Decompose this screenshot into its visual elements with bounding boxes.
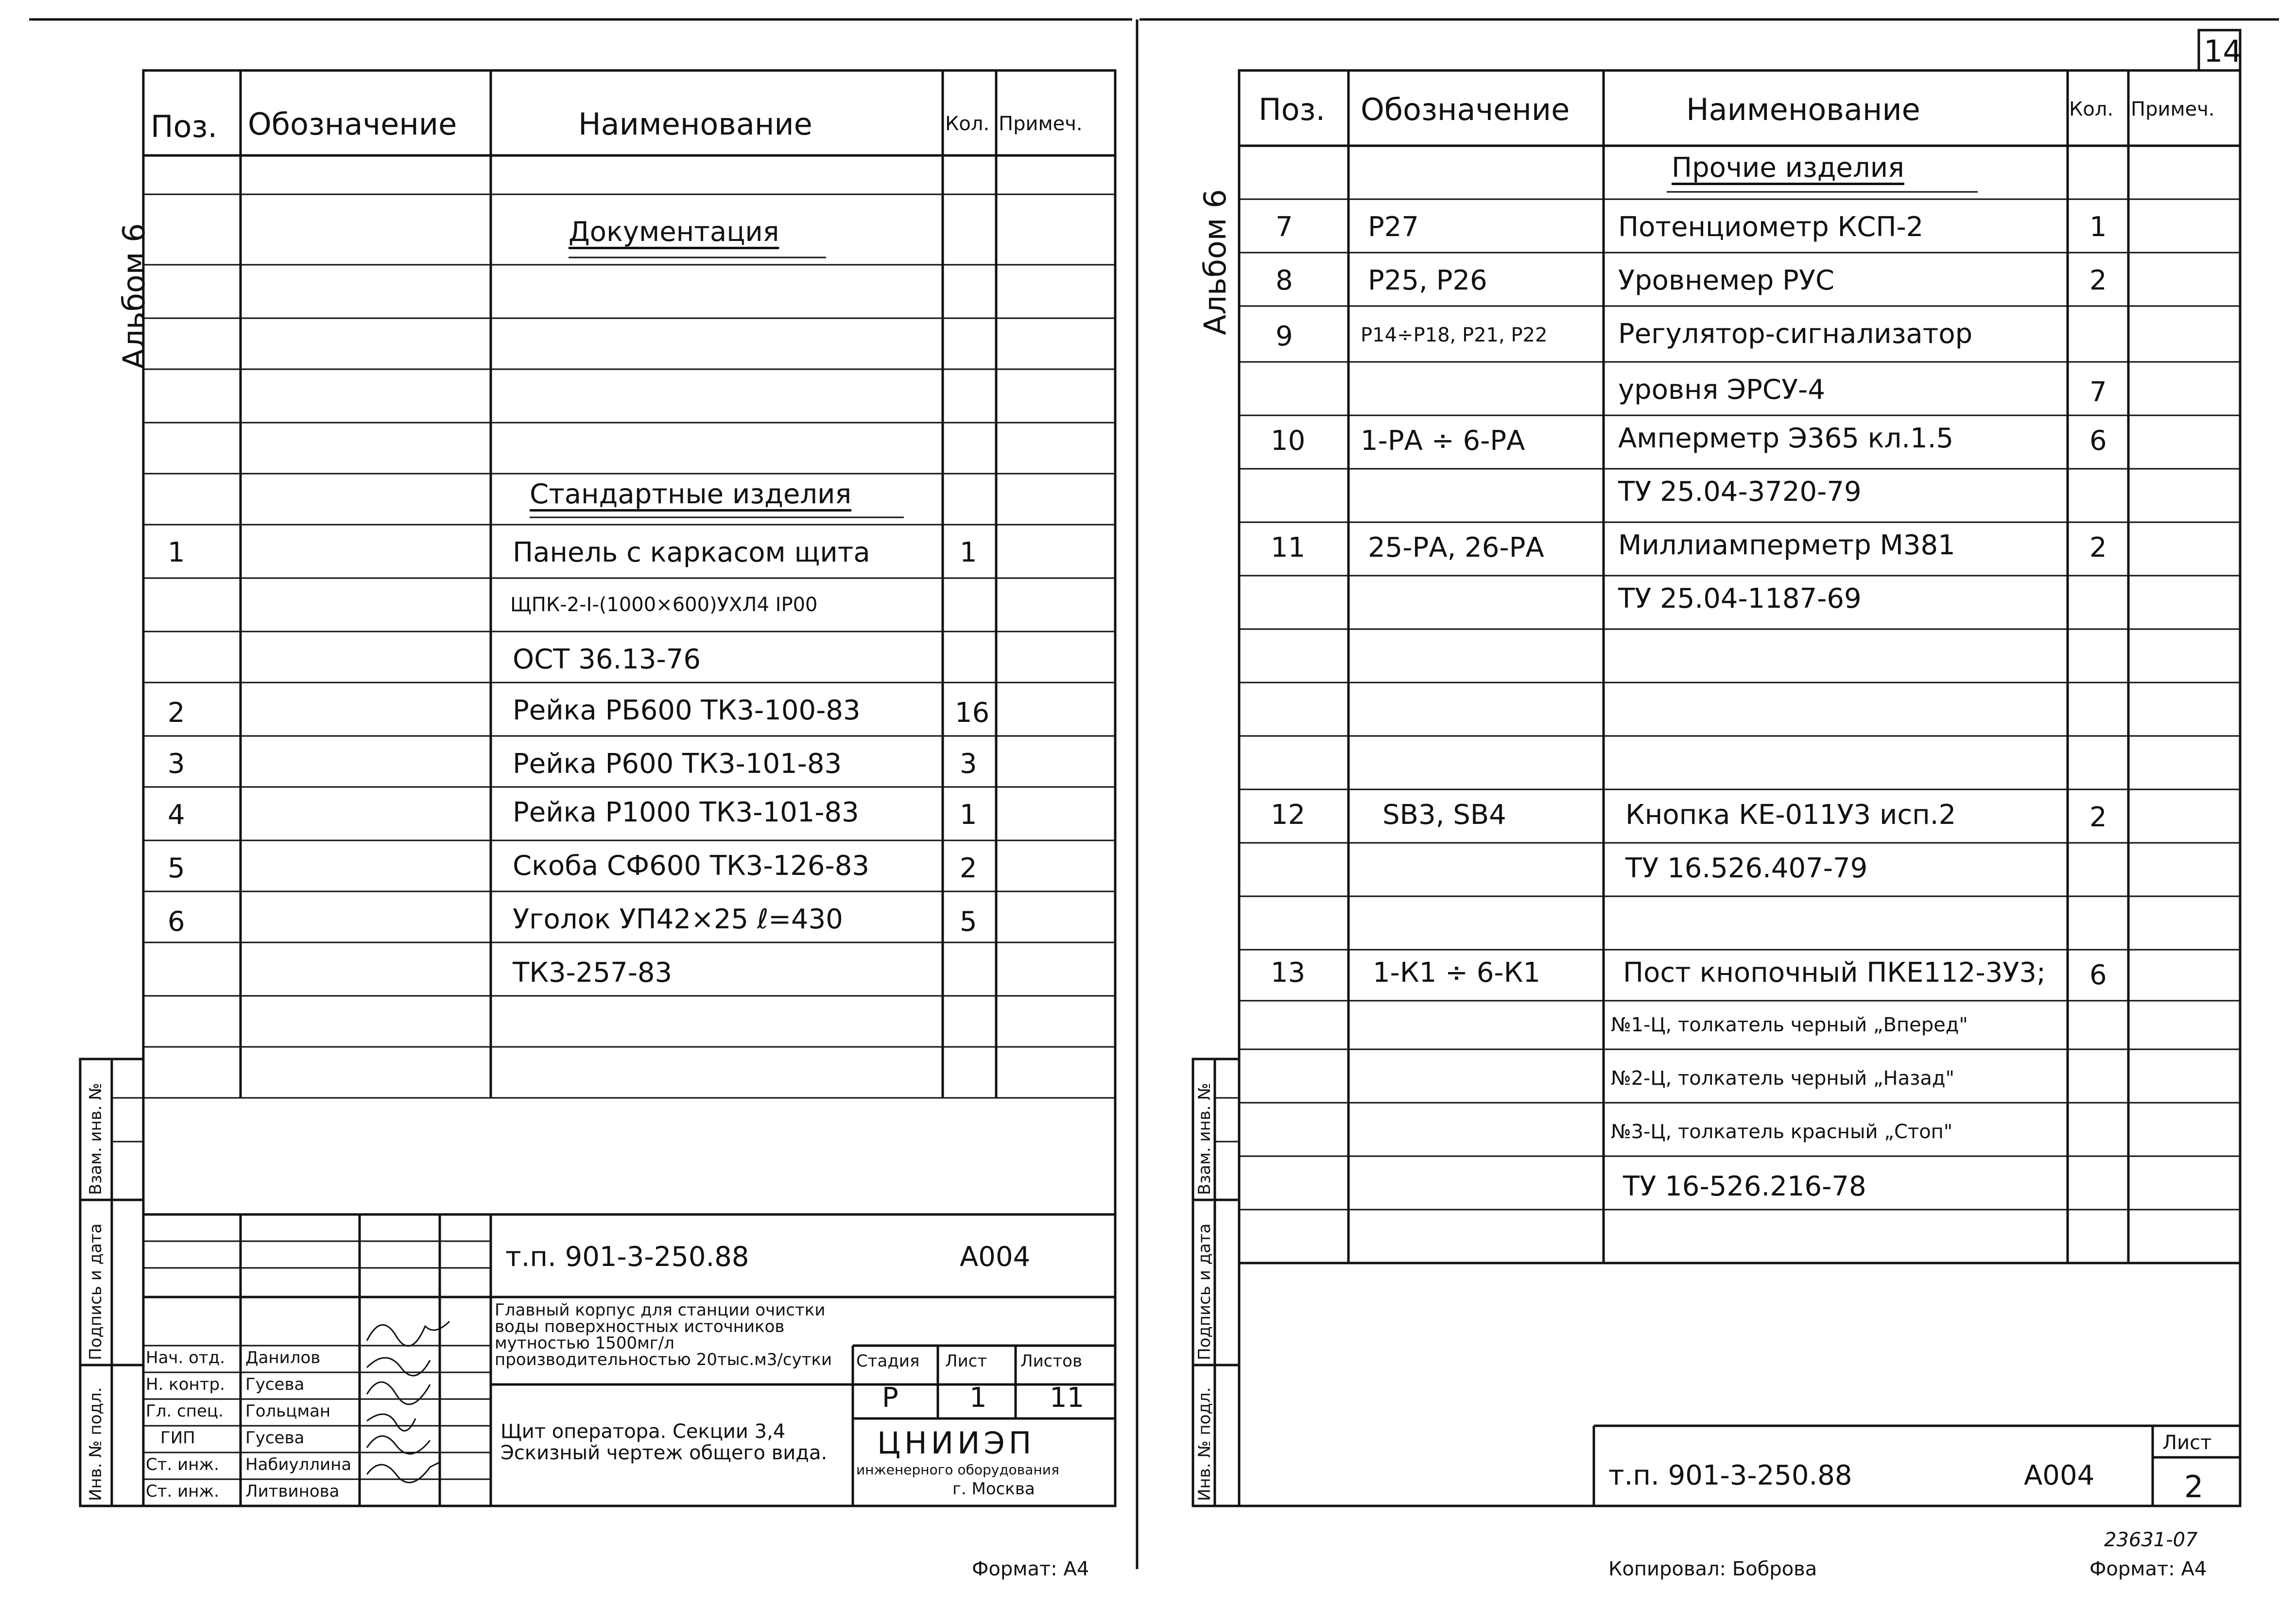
right-row-designation: 1-К1 ÷ 6-К1 [1373,957,1540,989]
right-side-stamp-replacement: Взам. инв. № [1195,1083,1214,1195]
signer-name: Данилов [245,1348,321,1367]
right-format-label: Формат: А4 [2089,1558,2207,1580]
right-row-qty: 2 [2089,265,2107,296]
left-org-subtitle: инженерного оборудования [856,1462,1059,1478]
right-row-qty: 6 [2089,425,2107,457]
archive-number: 23631-07 [2104,1529,2198,1551]
left-row-qty: 3 [960,748,977,780]
signer-role: Гл. спец. [146,1401,224,1421]
right-side-stamp-inventory: Инв. № подл. [1195,1387,1214,1501]
right-sheet-label: Лист [2162,1432,2212,1454]
left-header-qty: Кол. [945,113,990,135]
signer-name: Гусева [245,1375,305,1394]
right-doc-code: т.п. 901-3-250.88 [1608,1460,1852,1491]
left-row-pos: 6 [168,906,185,938]
signer-role: Ст. инж. [146,1455,219,1474]
left-section-documentation: Документация [569,216,779,248]
left-album-label: Альбом 6 [116,223,152,369]
right-row-name: ТУ 25.04-3720-79 [1618,476,1862,508]
right-row-name: Потенциометр КСП-2 [1618,211,1924,243]
left-row-pos: 4 [168,799,185,831]
signer-role: Н. контр. [146,1375,225,1394]
left-header-note: Примеч. [999,113,1083,135]
right-row-qty: 2 [2089,532,2107,564]
right-row-designation: 1-РА ÷ 6-РА [1361,425,1525,457]
left-row-pos: 5 [168,853,185,884]
right-row-name: Уровнемер РУС [1618,265,1835,296]
right-row-name: Кнопка КЕ-011У3 исп.2 [1625,799,1956,831]
right-header-name: Наименование [1686,92,1920,127]
left-header-pos: Поз. [151,109,218,144]
copied-by: Копировал: Боброва [1608,1558,1817,1580]
left-row-qty: 2 [960,853,977,884]
right-row-qty: 1 [2089,211,2107,243]
left-row-qty: 1 [960,537,977,568]
signer-role: Ст. инж. [146,1482,219,1501]
left-row-name: ЩПК-2-I-(1000×600)УХЛ4 IP00 [510,594,818,616]
right-row-name: №2-Ц, толкатель черный „Назад" [1611,1067,1954,1090]
left-row-pos: 1 [168,537,185,568]
right-row-name: ТУ 16.526.407-79 [1625,853,1868,884]
left-side-stamp-inventory: Инв. № подл. [86,1387,105,1501]
signer-name: Набиуллина [245,1455,352,1474]
signer-name: Гольцман [245,1401,331,1421]
left-row-name: Уголок УП42×25 ℓ=430 [513,904,843,935]
page-number: 14 [2204,34,2242,69]
left-row-name: ОСТ 36.13-76 [513,644,701,675]
left-row-name: ТК3-257-83 [513,957,673,989]
left-doc-code: т.п. 901-3-250.88 [505,1241,749,1273]
right-side-stamp-signature: Подпись и дата [1195,1223,1214,1360]
right-row-qty: 2 [2089,802,2107,833]
right-row-designation: Р27 [1368,211,1419,243]
right-row-designation: SB3, SB4 [1382,799,1506,831]
left-row-qty: 16 [955,697,990,729]
left-row-name: Рейка Р1000 ТК3-101-83 [513,797,859,828]
right-row-pos: 12 [1271,799,1306,831]
left-row-name: Рейка Р600 ТК3-101-83 [513,748,842,780]
right-row-qty: 7 [2089,376,2107,408]
left-row-pos: 2 [168,697,185,729]
right-row-name: Амперметр Э365 кл.1.5 [1618,423,1954,454]
left-drawing-subtitle: Щит оператора. Секции 3,4 Эскизный чертеж общего вида. [501,1420,828,1464]
right-row-pos: 13 [1271,957,1306,989]
left-section-standard-items: Стандартные изделия [530,478,852,510]
left-org-name: ЦНИИЭП [877,1425,1036,1461]
right-row-pos: 10 [1271,425,1306,457]
left-project-title: Главный корпус для станции очистки воды поверхностных источников мутностью 1500мг/л производительностью 20тыс.м3/сутки [495,1300,832,1369]
right-row-qty: 6 [2089,959,2107,991]
left-row-name: Скоба СФ600 ТК3-126-83 [513,850,869,882]
left-sheets-value: 11 [1050,1382,1085,1414]
signer-role: Нач. отд. [146,1348,225,1367]
signer-name: Гусева [245,1428,305,1448]
left-stage-value: Р [882,1382,898,1414]
right-row-designation: 25-РА, 26-РА [1368,532,1544,564]
right-header-pos: Поз. [1259,92,1326,127]
right-header-qty: Кол. [2069,98,2114,120]
right-section-other-items: Прочие изделия [1672,152,1904,184]
left-stage-label: Стадия [856,1351,920,1371]
left-org-city: г. Москва [952,1479,1035,1499]
signer-name: Литвинова [245,1482,340,1501]
right-row-name: №1-Ц, толкатель черный „Вперед" [1611,1014,1968,1036]
left-sheets-label: Листов [1020,1351,1083,1371]
right-row-name: Миллиамперметр М381 [1618,530,1955,561]
right-sheet-value: 2 [2184,1469,2204,1504]
left-sheet-label: Лист [945,1351,987,1371]
left-row-name: Панель с каркасом щита [513,537,870,568]
left-row-pos: 3 [168,748,185,780]
right-row-name: ТУ 16-526.216-78 [1623,1171,1866,1202]
left-sheet-code: А004 [960,1241,1031,1273]
left-side-stamp-replacement: Взам. инв. № [86,1083,105,1195]
right-row-name: уровня ЭРСУ-4 [1618,374,1825,406]
right-header-designation: Обозначение [1361,92,1570,127]
left-header-designation: Обозначение [248,106,457,142]
right-row-name: №3-Ц, толкатель красный „Стоп" [1611,1121,1953,1143]
right-row-designation: Р14÷Р18, Р21, Р22 [1361,324,1548,346]
left-row-qty: 5 [960,906,977,938]
right-row-name: Пост кнопочный ПКЕ112-3У3; [1623,957,2046,989]
right-row-name: Регулятор-сигнализатор [1618,318,1973,350]
right-row-pos: 7 [1276,211,1293,243]
right-row-pos: 8 [1276,265,1293,296]
left-header-name: Наименование [578,106,812,142]
right-row-designation: Р25, Р26 [1368,265,1487,296]
right-row-name: ТУ 25.04-1187-69 [1618,583,1862,615]
right-header-note: Примеч. [2131,98,2215,120]
right-row-pos: 11 [1271,532,1306,564]
left-row-name: Рейка РБ600 ТК3-100-83 [513,695,861,726]
right-row-pos: 9 [1276,321,1293,352]
signer-role: ГИП [160,1428,195,1448]
right-album-label: Альбом 6 [1197,189,1233,335]
left-row-qty: 1 [960,799,977,831]
right-sheet-code: А004 [2024,1460,2095,1491]
left-sheet-value: 1 [969,1382,987,1414]
left-format-label: Формат: А4 [972,1558,1089,1580]
left-side-stamp-signature: Подпись и дата [86,1223,105,1360]
